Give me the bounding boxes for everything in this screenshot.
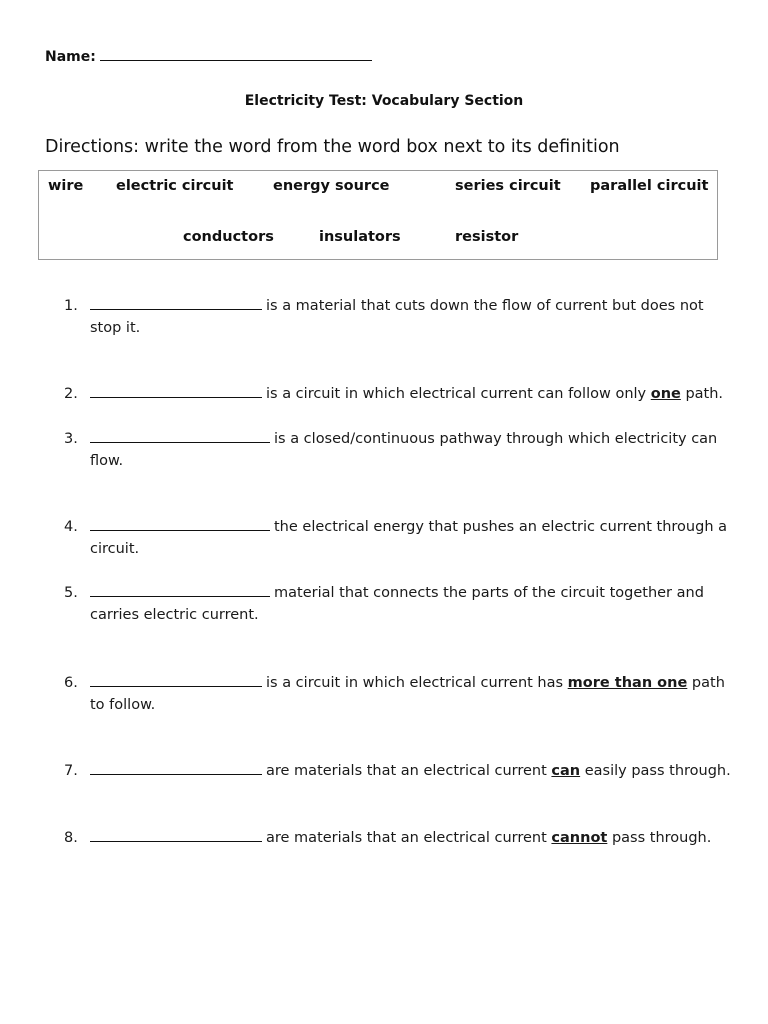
question-text-end: path to follow. bbox=[90, 675, 725, 713]
word-box bbox=[38, 170, 718, 260]
question-text: the electrical energy that pushes an electric current through a circuit. bbox=[90, 519, 727, 557]
question-2 bbox=[64, 383, 732, 405]
question-text: are materials that an electrical current bbox=[266, 763, 552, 779]
word-insulators: insulators bbox=[319, 229, 401, 245]
question-1 bbox=[64, 295, 732, 339]
name-label: Name: bbox=[45, 49, 96, 65]
answer-blank-1[interactable] bbox=[90, 295, 262, 310]
question-text: is a closed/continuous pathway through which electricity can flow. bbox=[90, 431, 718, 469]
answer-blank-2[interactable] bbox=[90, 383, 262, 398]
question-3 bbox=[64, 428, 732, 472]
question-emphasis: can bbox=[551, 763, 581, 779]
question-text: are materials that an electrical current bbox=[266, 830, 552, 846]
answer-blank-8[interactable] bbox=[90, 827, 262, 842]
question-text: is a circuit in which electrical current can follow only bbox=[266, 386, 651, 402]
question-emphasis: cannot bbox=[551, 830, 608, 846]
answer-blank-5[interactable] bbox=[90, 582, 270, 597]
question-number: 8. bbox=[64, 830, 78, 846]
answer-blank-3[interactable] bbox=[90, 428, 270, 443]
question-text-end: pass through. bbox=[607, 830, 712, 846]
word-wire: wire bbox=[48, 178, 84, 194]
word-conductors: conductors bbox=[183, 229, 274, 245]
question-number: 2. bbox=[64, 386, 78, 402]
word-parallel-circuit: parallel circuit bbox=[590, 178, 709, 194]
question-emphasis: one bbox=[650, 386, 681, 402]
question-text: is a circuit in which electrical current has bbox=[266, 675, 568, 691]
name-field[interactable] bbox=[45, 47, 372, 65]
question-text-end: path. bbox=[680, 386, 724, 402]
question-number: 3. bbox=[64, 431, 78, 447]
directions-text: Directions: write the word from the word box next to its definition bbox=[45, 137, 620, 157]
answer-blank-4[interactable] bbox=[90, 516, 270, 531]
question-text-end: easily pass through. bbox=[580, 763, 731, 779]
question-emphasis: more than one bbox=[567, 675, 688, 691]
word-resistor: resistor bbox=[455, 229, 519, 245]
answer-blank-6[interactable] bbox=[90, 672, 262, 687]
question-7 bbox=[64, 760, 732, 782]
question-text: material that connects the parts of the circuit together and carries electric current. bbox=[90, 585, 704, 623]
question-number: 5. bbox=[64, 585, 78, 601]
question-text: is a material that cuts down the flow of current but does not stop it. bbox=[90, 298, 704, 336]
question-4 bbox=[64, 516, 732, 560]
name-blank-line[interactable] bbox=[100, 47, 372, 61]
question-number: 7. bbox=[64, 763, 78, 779]
page-title: Electricity Test: Vocabulary Section bbox=[244, 93, 524, 109]
word-electric-circuit: electric circuit bbox=[116, 178, 234, 194]
answer-blank-7[interactable] bbox=[90, 760, 262, 775]
question-number: 6. bbox=[64, 675, 78, 691]
word-energy-source: energy source bbox=[273, 178, 390, 194]
question-8 bbox=[64, 827, 732, 849]
question-6 bbox=[64, 672, 732, 716]
question-number: 4. bbox=[64, 519, 78, 535]
word-series-circuit: series circuit bbox=[455, 178, 561, 194]
question-5 bbox=[64, 582, 732, 626]
question-number: 1. bbox=[64, 298, 78, 314]
